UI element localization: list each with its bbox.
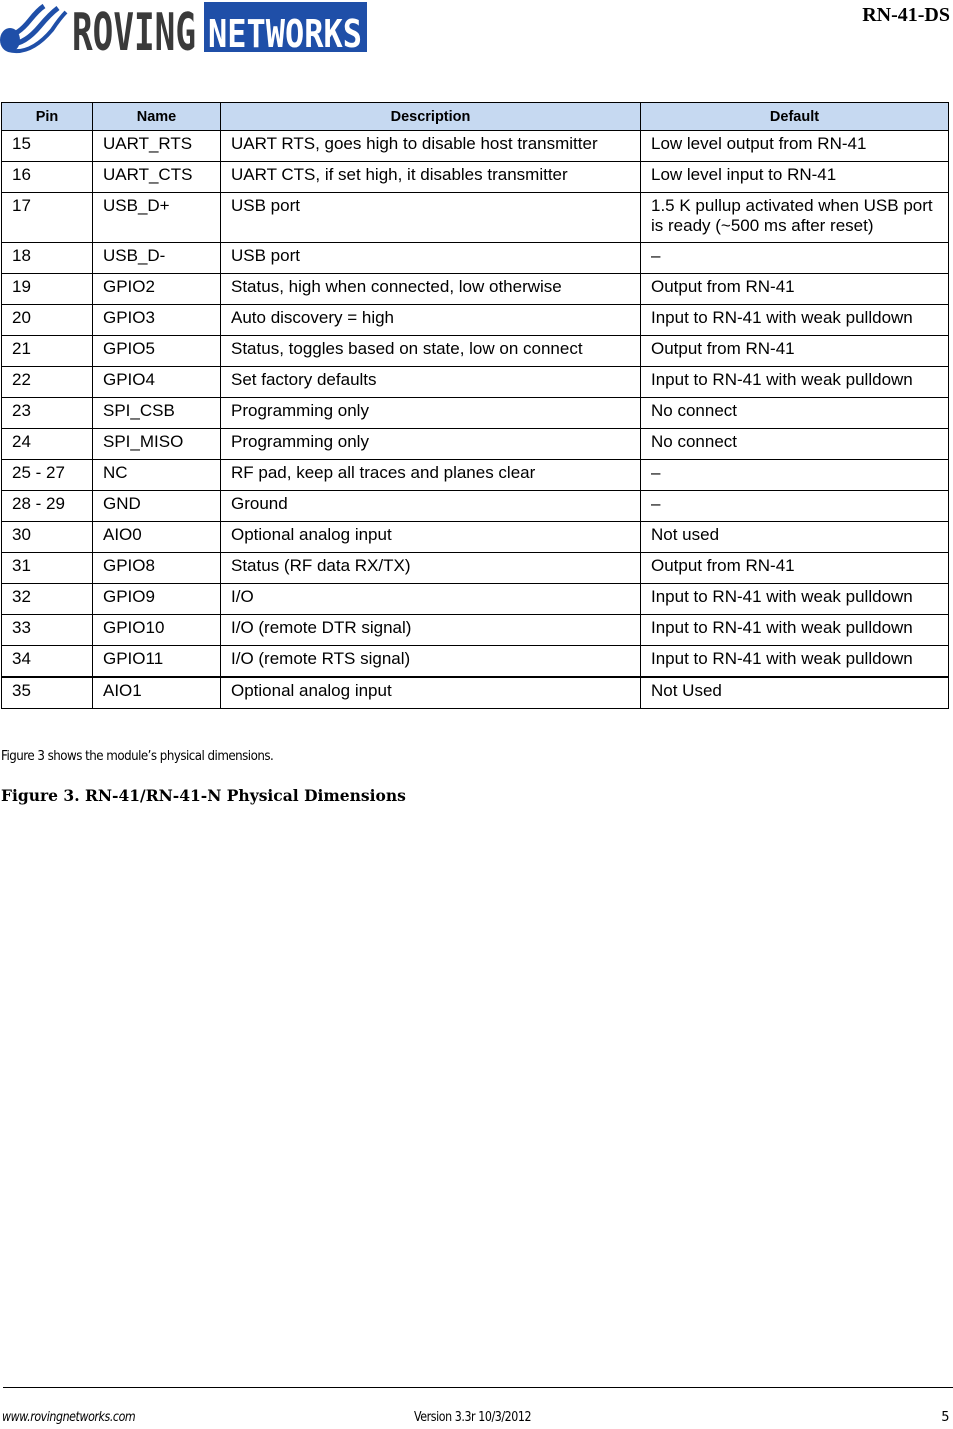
cell-default: Not used <box>641 522 949 553</box>
cell-pin: 25 - 27 <box>2 460 93 491</box>
cell-description: Status (RF data RX/TX) <box>221 553 641 584</box>
cell-default: Input to RN-41 with weak pulldown <box>641 367 949 398</box>
cell-pin: 34 <box>2 646 93 678</box>
cell-default: Output from RN-41 <box>641 553 949 584</box>
cell-default: – <box>641 460 949 491</box>
cell-default: – <box>641 243 949 274</box>
cell-pin: 30 <box>2 522 93 553</box>
cell-description: Set factory defaults <box>221 367 641 398</box>
cell-description: USB port <box>221 193 641 243</box>
cell-pin: 32 <box>2 584 93 615</box>
cell-pin: 21 <box>2 336 93 367</box>
table-row <box>2 193 949 243</box>
cell-description: UART RTS, goes high to disable host transmitter <box>221 131 641 162</box>
cell-pin: 28 - 29 <box>2 491 93 522</box>
cell-pin: 35 <box>2 677 93 709</box>
cell-name: AIO1 <box>93 677 221 709</box>
cell-default: Input to RN-41 with weak pulldown <box>641 646 949 678</box>
table-row <box>2 305 949 336</box>
cell-default: Output from RN-41 <box>641 274 949 305</box>
table-row <box>2 677 949 709</box>
cell-default: Low level output from RN-41 <box>641 131 949 162</box>
cell-description: Status, high when connected, low otherwise <box>221 274 641 305</box>
table-body <box>2 131 949 709</box>
cell-default: – <box>641 491 949 522</box>
table-row <box>2 615 949 646</box>
cell-name: SPI_MISO <box>93 429 221 460</box>
cell-default: Input to RN-41 with weak pulldown <box>641 305 949 336</box>
cell-pin: 19 <box>2 274 93 305</box>
cell-name: GND <box>93 491 221 522</box>
footer-version: Version 3.3r 10/3/2012 <box>414 1410 532 1425</box>
table-row <box>2 367 949 398</box>
cell-name: GPIO2 <box>93 274 221 305</box>
cell-pin: 33 <box>2 615 93 646</box>
footer-divider <box>3 1387 953 1388</box>
cell-name: GPIO5 <box>93 336 221 367</box>
cell-name: USB_D- <box>93 243 221 274</box>
cell-name: GPIO10 <box>93 615 221 646</box>
cell-default: No connect <box>641 398 949 429</box>
column-header-default: Default <box>641 103 949 131</box>
cell-pin: 17 <box>2 193 93 243</box>
cell-default: Input to RN-41 with weak pulldown <box>641 584 949 615</box>
cell-name: NC <box>93 460 221 491</box>
cell-default: Not Used <box>641 677 949 709</box>
table-row <box>2 584 949 615</box>
pin-description-table <box>1 102 949 709</box>
cell-description: RF pad, keep all traces and planes clear <box>221 460 641 491</box>
cell-name: UART_RTS <box>93 131 221 162</box>
table-row <box>2 398 949 429</box>
logo-graphic <box>0 0 370 63</box>
table-header-row <box>2 103 949 131</box>
cell-name: AIO0 <box>93 522 221 553</box>
figure-caption: Figure 3. RN-41/RN-41-N Physical Dimensions <box>1 786 406 805</box>
table-row <box>2 131 949 162</box>
table-row <box>2 429 949 460</box>
cell-description: Programming only <box>221 398 641 429</box>
roving-networks-logo <box>0 0 370 63</box>
cell-pin: 23 <box>2 398 93 429</box>
cell-pin: 15 <box>2 131 93 162</box>
cell-description: Optional analog input <box>221 677 641 709</box>
table-row <box>2 274 949 305</box>
cell-name: USB_D+ <box>93 193 221 243</box>
table-row <box>2 646 949 678</box>
table-row <box>2 162 949 193</box>
page-number: 5 <box>941 1410 949 1425</box>
intro-paragraph: Figure 3 shows the module’s physical dimensions. <box>1 748 274 764</box>
cell-description: Ground <box>221 491 641 522</box>
footer-website: www.rovingnetworks.com <box>2 1410 136 1425</box>
cell-default: Low level input to RN-41 <box>641 162 949 193</box>
cell-description: I/O (remote DTR signal) <box>221 615 641 646</box>
table-row <box>2 336 949 367</box>
cell-description: USB port <box>221 243 641 274</box>
cell-description: I/O <box>221 584 641 615</box>
cell-description: UART CTS, if set high, it disables transmitter <box>221 162 641 193</box>
cell-pin: 20 <box>2 305 93 336</box>
cell-description: Status, toggles based on state, low on connect <box>221 336 641 367</box>
table-row <box>2 522 949 553</box>
cell-default: Output from RN-41 <box>641 336 949 367</box>
cell-name: SPI_CSB <box>93 398 221 429</box>
cell-pin: 18 <box>2 243 93 274</box>
cell-pin: 22 <box>2 367 93 398</box>
column-header-description: Description <box>221 103 641 131</box>
table-row <box>2 243 949 274</box>
table-row <box>2 460 949 491</box>
cell-pin: 24 <box>2 429 93 460</box>
cell-default: 1.5 K pullup activated when USB port is ready (~500 ms after reset) <box>641 193 949 243</box>
cell-name: GPIO9 <box>93 584 221 615</box>
cell-default: No connect <box>641 429 949 460</box>
cell-description: Auto discovery = high <box>221 305 641 336</box>
column-header-name: Name <box>93 103 221 131</box>
cell-default: Input to RN-41 with weak pulldown <box>641 615 949 646</box>
cell-name: GPIO4 <box>93 367 221 398</box>
cell-name: GPIO8 <box>93 553 221 584</box>
logo-word-roving: ROVING <box>72 3 196 63</box>
cell-pin: 16 <box>2 162 93 193</box>
cell-name: UART_CTS <box>93 162 221 193</box>
cell-name: GPIO11 <box>93 646 221 678</box>
table-row <box>2 491 949 522</box>
cell-name: GPIO3 <box>93 305 221 336</box>
cell-description: I/O (remote RTS signal) <box>221 646 641 678</box>
cell-description: Optional analog input <box>221 522 641 553</box>
table-row <box>2 553 949 584</box>
column-header-pin: Pin <box>2 103 93 131</box>
document-id: RN-41-DS <box>862 4 950 26</box>
cell-description: Programming only <box>221 429 641 460</box>
logo-word-networks: NETWORKS <box>208 12 362 56</box>
cell-pin: 31 <box>2 553 93 584</box>
